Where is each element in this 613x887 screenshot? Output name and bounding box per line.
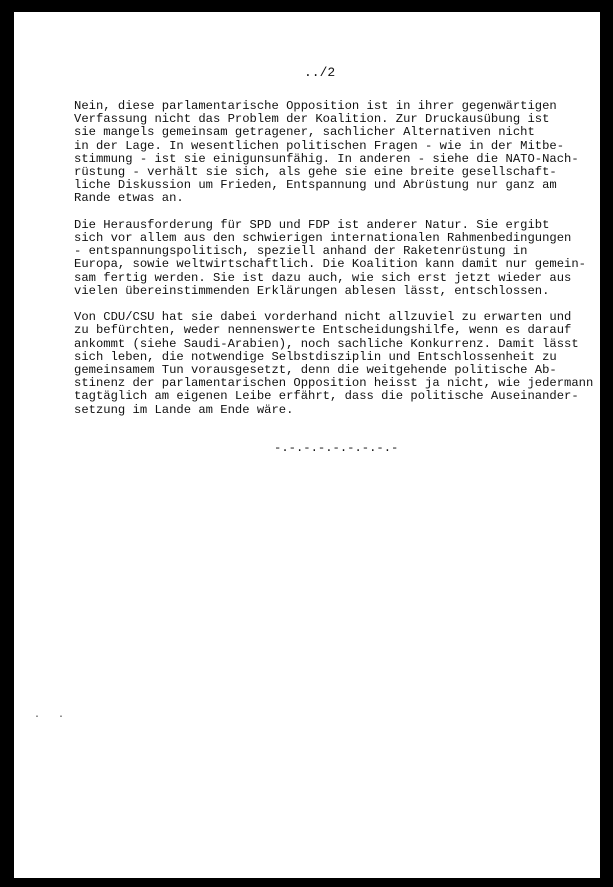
text-line: gemeinsamem Tun vorausgesetzt, denn die weitgehende politische Ab- [74,363,557,378]
paragraph-3 [74,311,594,417]
text-line: Von CDU/CSU hat sie dabei vorderhand nicht allzuviel zu erwarten und [74,310,572,325]
text-line: sich vor allem aus den schwierigen internationalen Rahmenbedingungen [74,231,572,246]
scan-specks: · · [34,712,65,723]
paragraph-1 [74,100,594,206]
text-line: sich leben, die notwendige Selbstdisziplin und Entschlossenheit zu [74,349,557,364]
text-line: rüstung - verhält sie sich, als gehe sie eine breite gesellschaft- [74,165,557,180]
section-divider: -.-.-.-.-.-.-.-.- [274,441,399,455]
text-line: setzung im Lande am Ende wäre. [74,402,294,417]
text-line: Europa, sowie weltwirtschaftlich. Die Koalition kann damit nur gemein- [74,257,586,272]
text-line: Nein, diese parlamentarische Opposition ist in ihrer gegenwärtigen [74,99,557,113]
text-line: sie mangels gemeinsam getragener, sachlicher Alternativen nicht [74,125,535,140]
text-line: ankommt (siehe Saudi-Arabien), noch sachliche Konkurrenz. Damit lässt [74,336,579,351]
paragraph-2 [74,219,594,298]
text-line: vielen übereinstimmenden Erklärungen ablesen lässt, entschlossen. [74,283,550,298]
body-text [74,100,594,430]
text-line: liche Diskussion um Frieden, Entspannung und Abrüstung nur ganz am [74,178,557,193]
text-line: in der Lage. In wesentlichen politischen Fragen - wie in der Mitbe- [74,138,565,153]
document-page [14,12,600,878]
text-line: zu befürchten, weder nennenswerte Entscheidungshilfe, wenn es darauf [74,323,572,338]
text-line: Die Herausforderung für SPD und FDP ist anderer Natur. Sie ergibt [74,217,550,232]
text-line: Verfassung nicht das Problem der Koalition. Zur Druckausübung ist [74,112,550,127]
text-line: stinenz der parlamentarischen Opposition heisst ja nicht, wie jedermann [74,376,594,391]
text-line: - entspannungspolitisch, speziell anhand der Raketenrüstung in [74,244,528,259]
text-line: sam fertig werden. Sie ist dazu auch, wie sich erst jetzt wieder aus [74,270,572,285]
page-number: ../2 [304,65,336,80]
text-line: tagtäglich am eigenen Leibe erfährt, dass die politische Auseinander- [74,389,579,404]
text-line: stimmung - ist sie einigunsunfähig. In anderen - siehe die NATO-Nach- [74,151,579,166]
text-line: Rande etwas an. [74,191,184,206]
